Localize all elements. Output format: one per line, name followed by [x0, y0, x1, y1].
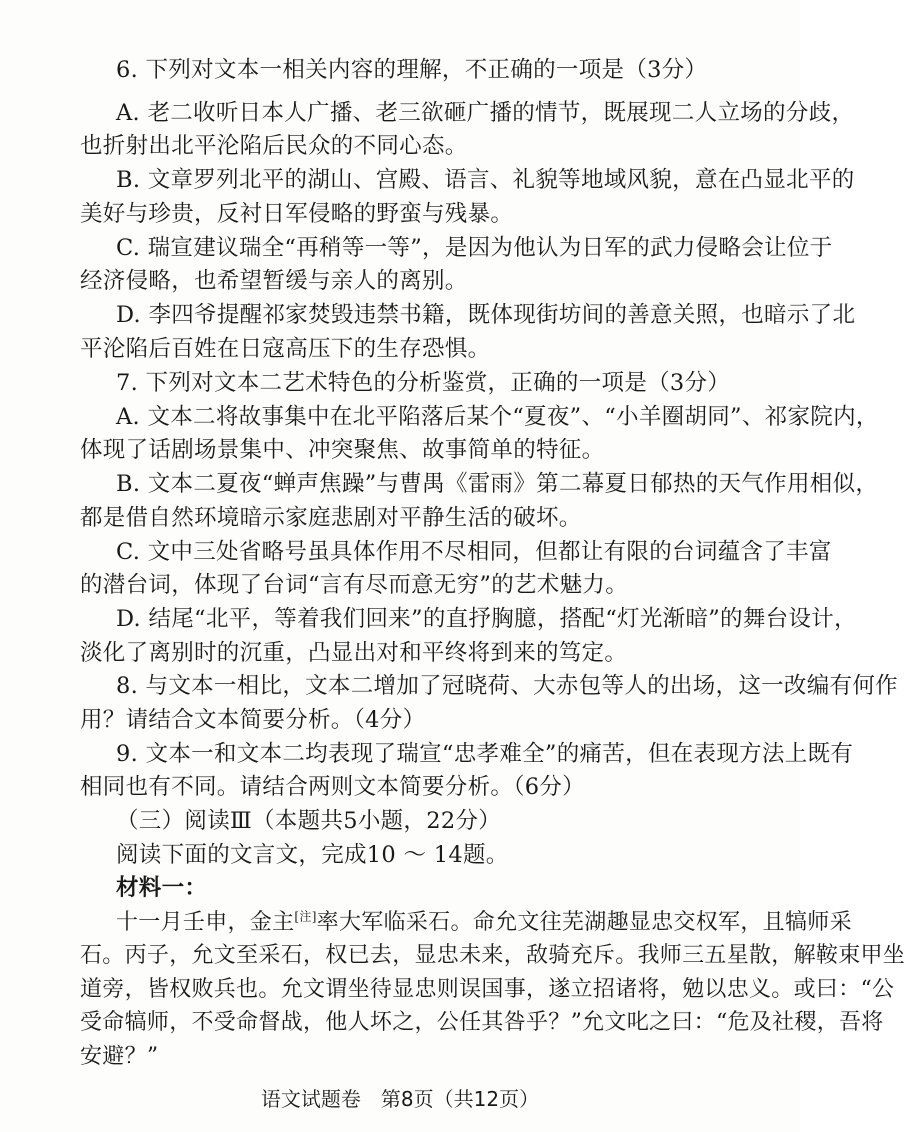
question-6-option-a: A. 老二收听日本人广播、老三欲砸广播的情节，既展现二人立场的分歧， [116, 100, 855, 126]
question-6-option-b: B. 文章罗列北平的湖山、宫殿、语言、礼貌等地域风貌，意在凸显北平的 [116, 167, 855, 193]
page-footer: 语文试题卷 第8页（共12页） [260, 1087, 540, 1111]
passage-text: 率大军临采石。命允文往芜湖趣显忠交权军，且犒师采 [316, 910, 852, 935]
question-7-option-b-cont: 都是借自然环境暗示家庭悲剧对平静生活的破坏。 [80, 505, 582, 531]
passage-line-1 [116, 908, 852, 938]
question-6-option-d: D. 李四爷提醒祁家焚毁违禁书籍，既体现街坊间的善意关照，也暗示了北 [116, 302, 856, 328]
section-3-heading: （三）阅读Ⅲ（本题共5小题，22分） [116, 808, 502, 834]
passage-text: 十一月壬申，金主 [116, 910, 295, 935]
question-6-stem: 6. 下列对文本一相关内容的理解，不正确的一项是（3分） [116, 57, 708, 83]
question-7-option-d: D. 结尾“北平，等着我们回来”的直抒胸臆，搭配“灯光渐暗”的舞台设计， [116, 606, 857, 632]
question-9-stem: 9. 文本一和文本二均表现了瑞宣“忠孝难全”的痛苦，但在表现方法上既有 [116, 741, 854, 767]
material-1-label: 材料一： [116, 875, 208, 901]
question-7-option-b: B. 文本二夏夜“蝉声焦躁”与曹禺《雷雨》第二幕夏日郁热的天气作用相似， [116, 471, 879, 497]
question-7-stem: 7. 下列对文本二艺术特色的分析鉴赏，正确的一项是（3分） [116, 370, 731, 396]
passage-line-5: 安避？” [80, 1044, 159, 1069]
question-6-option-a-cont: 也折射出北平沦陷后民众的不同心态。 [80, 133, 468, 159]
question-6-option-c-cont: 经济侵略，也希望暂缓与亲人的离别。 [80, 268, 468, 294]
passage-line-4: 受命犒师，不受命督战，他人坏之，公任其咎乎？”允文叱之曰：“危及社稷，吾将 [80, 1010, 884, 1035]
question-7-option-c: C. 文中三处省略号虽具体作用不尽相同，但都让有限的台词蕴含了丰富 [116, 539, 832, 565]
question-8-stem-cont: 用？请结合文本简要分析。（4分） [80, 707, 426, 733]
question-7-option-c-cont: 的潜台词，体现了台词“言有尽而意无穷”的艺术魅力。 [80, 572, 629, 598]
footnote-marker: [注] [294, 909, 317, 924]
passage-line-3: 道旁，皆权败兵也。允文谓坐待显忠则误国事，遂立招诸将，勉以忠义。或曰：“公 [80, 977, 895, 1002]
question-7-option-a: A. 文本二将故事集中在北平陷落后某个“夏夜”、“小羊圈胡同”、祁家院内， [116, 404, 879, 430]
question-7-option-a-cont: 体现了话剧场景集中、冲突聚焦、故事简单的特征。 [80, 437, 605, 463]
question-7-option-d-cont: 淡化了离别时的沉重，凸显出对和平终将到来的笃定。 [80, 640, 628, 666]
question-6-option-c: C. 瑞宣建议瑞全“再稍等一等”，是因为他认为日军的武力侵略会让位于 [116, 235, 833, 261]
question-6-option-b-cont: 美好与珍贵，反衬日军侵略的野蛮与残暴。 [80, 201, 514, 227]
question-6-option-d-cont: 平沦陷后百姓在日寇高压下的生存恐惧。 [80, 336, 491, 362]
question-9-stem-cont: 相同也有不同。请结合两则文本简要分析。（6分） [80, 774, 585, 800]
question-8-stem: 8. 与文本一相比，文本二增加了冠晓荷、大赤包等人的出场，这一改编有何作 [116, 673, 898, 699]
section-3-instruction: 阅读下面的文言文，完成10 ～ 14题。 [116, 842, 509, 868]
passage-line-2: 石。丙子，允文至采石，权已去，显忠未来，敌骑充斥。我师三五星散，解鞍束甲坐 [80, 943, 905, 968]
